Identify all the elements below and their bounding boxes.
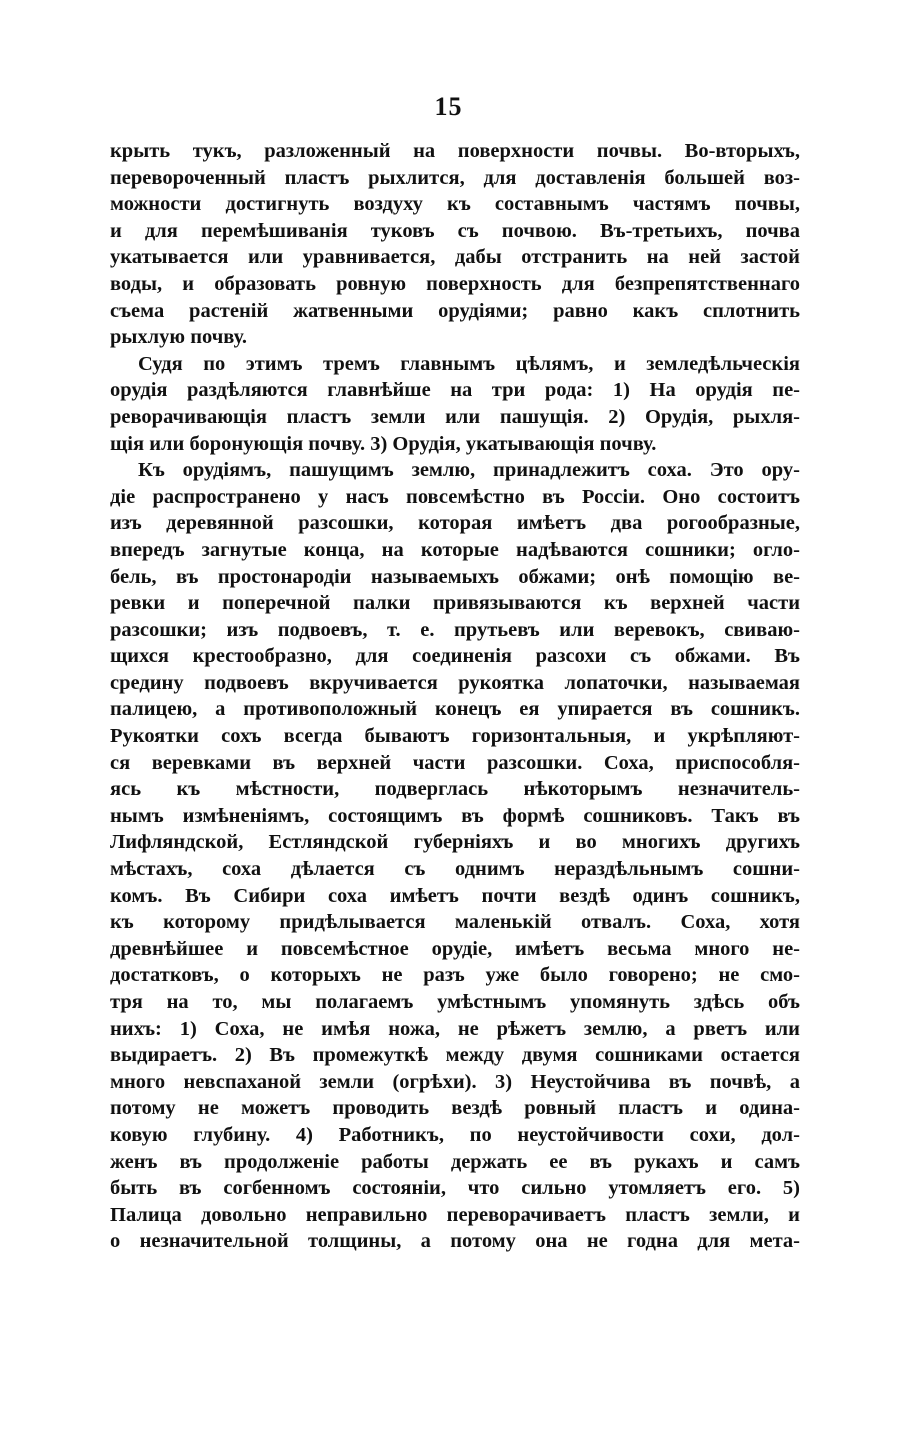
text-line: реворачивающія пластъ земли или пашущія. 2) Орудія, рыхля-	[110, 405, 800, 428]
text-line: потому не можетъ проводить вездѣ ровный пластъ и одина-	[110, 1097, 800, 1120]
text-line: щихся крестообразно, для соединенія разсохи съ обжами. Въ	[110, 645, 800, 668]
text-line: быть въ согбенномъ состояніи, что сильно утомляетъ его. 5)	[110, 1177, 800, 1200]
text-line: впередъ загнутые конца, на которые надѣваются сошники; огло-	[110, 538, 800, 561]
text-line: Палица довольно неправильно переворачиваетъ пластъ земли, и	[110, 1203, 800, 1226]
text-line: ревки и поперечной палки привязываются къ верхней части	[110, 592, 800, 615]
text-line: перевороченный пластъ рыхлится, для доставленія большей воз-	[110, 166, 800, 189]
text-line: ковую глубину. 4) Работникъ, по неустойчивости сохи, дол-	[110, 1123, 800, 1146]
text-line: къ которому придѣлывается маленькій отвалъ. Соха, хотя	[110, 911, 800, 934]
text-line: изъ деревянной разсошки, которая имѣетъ два рогообразные,	[110, 512, 800, 535]
text-line: Лифляндской, Естляндской губерніяхъ и во многихъ другихъ	[110, 831, 800, 854]
text-line: можности достигнуть воздуху къ составнымъ частямъ почвы,	[110, 193, 800, 216]
text-line: рыхлую почву.	[110, 326, 247, 349]
text-line: и для перемѣшиванія туковъ съ почвою. Въ-третьихъ, почва	[110, 219, 800, 242]
body-text	[110, 138, 800, 1255]
text-line: съема растеній жатвенными орудіями; равно какъ сплотнить	[110, 299, 800, 322]
text-line: бель, въ простонародіи называемыхъ обжами; онѣ помощію ве-	[110, 565, 800, 588]
text-line: Рукоятки сохъ всегда бываютъ горизонтальныя, и укрѣпляют-	[110, 725, 800, 748]
text-line: Къ орудіямъ, пашущимъ землю, принадлежитъ соха. Это ору-	[138, 459, 800, 482]
text-line: воды, и образовать ровную поверхность для безпрепятственнаго	[110, 272, 800, 295]
text-line: нымъ измѣненіямъ, состоящимъ въ формѣ сошниковъ. Такъ въ	[110, 804, 800, 827]
page-number: 15	[434, 92, 463, 121]
text-line: мѣстахъ, соха дѣлается съ однимъ нераздѣльнымъ сошни-	[110, 858, 800, 881]
text-line: крыть тукъ, разложенный на поверхности почвы. Во-вторыхъ,	[110, 140, 800, 162]
text-line: о незначительной толщины, а потому она не годна для мета-	[110, 1230, 800, 1253]
text-line: діе распространено у насъ повсемѣстно въ Россіи. Оно состоитъ	[110, 485, 800, 508]
text-line: ся веревками въ верхней части разсошки. Соха, приспособля-	[110, 751, 800, 774]
text-line: Судя по этимъ тремъ главнымъ цѣлямъ, и земледѣльческія	[138, 352, 800, 375]
text-line: выдираетъ. 2) Въ промежуткѣ между двумя сошниками остается	[110, 1044, 800, 1067]
text-line: средину подвоевъ вкручивается рукоятка лопаточки, называемая	[110, 671, 800, 694]
text-line: разсошки; изъ подвоевъ, т. е. прутьевъ или веревокъ, свиваю-	[110, 618, 800, 641]
text-line: древнѣйшее и повсемѣстное орудіе, имѣетъ весьма много не-	[110, 937, 800, 960]
text-line: орудія раздѣляются главнѣйше на три рода: 1) На орудія пе-	[110, 379, 800, 402]
text-line: ясь къ мѣстности, подверглась нѣкоторымъ незначитель-	[110, 778, 800, 801]
text-line: достатковъ, о которыхъ не разъ уже было говорено; не смо-	[110, 964, 800, 987]
text-line: щія или боронующія почву. 3) Орудія, укатывающія почву.	[110, 432, 657, 455]
text-line: много невспаханой земли (огрѣхи). 3) Неустойчива въ почвѣ, а	[110, 1070, 800, 1093]
text-line: женъ въ продолженіе работы держать ее въ рукахъ и самъ	[110, 1150, 800, 1173]
text-line: палицею, а противоположный конецъ ея упирается въ сошникъ.	[110, 698, 800, 721]
text-line: тря на то, мы полагаемъ умѣстнымъ упомянуть здѣсь объ	[110, 991, 800, 1013]
text-line: нихъ: 1) Соха, не имѣя ножа, не рѣжетъ землю, а рветъ или	[110, 1017, 800, 1040]
text-line: укатывается или уравнивается, дабы отстранить на ней застой	[110, 246, 800, 269]
text-line: комъ. Въ Сибири соха имѣетъ почти вездѣ одинъ сошникъ,	[110, 884, 800, 907]
